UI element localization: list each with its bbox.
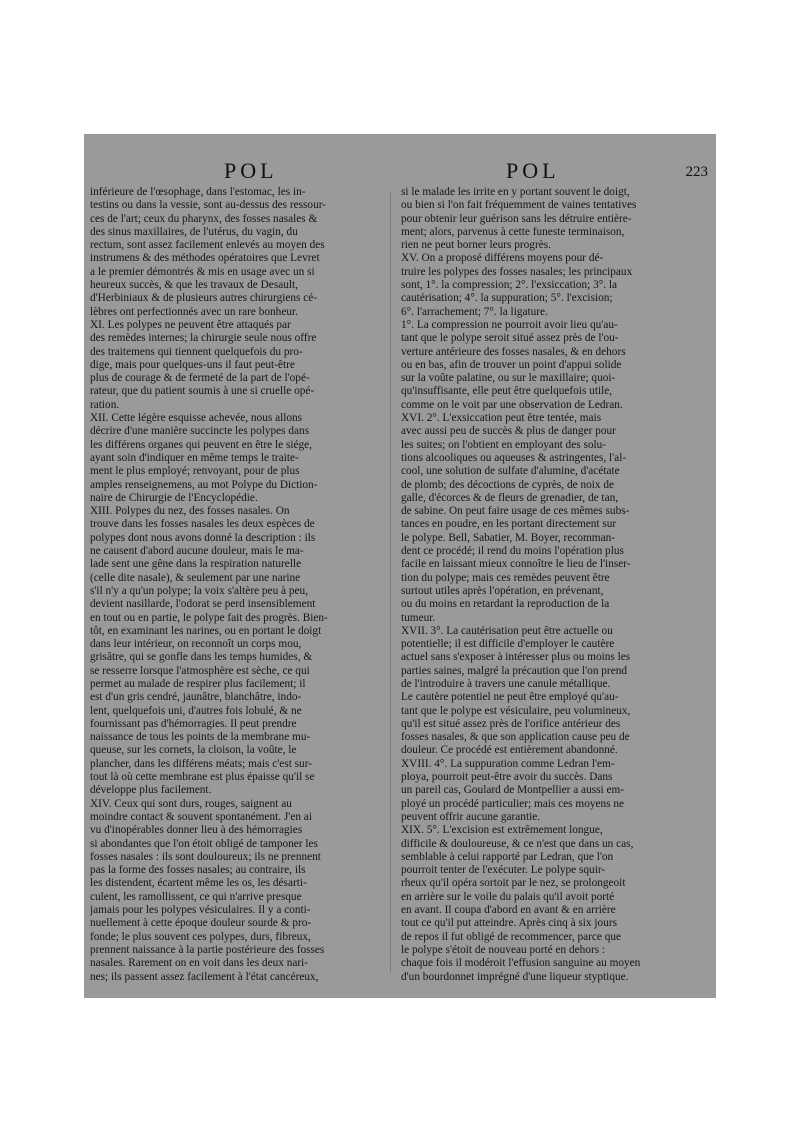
text-line: lade sent une gêne dans la respiration naturelle: [90, 558, 302, 571]
running-head-right: POL: [506, 158, 560, 183]
text-line: XVI. 2°. L'exsiccation peut être tentée, mais: [401, 412, 602, 425]
text-line: ayant soin d'indiquer en même temps le traite-: [90, 451, 299, 464]
text-line: se resserre lorsque l'atmosphère est sèche, ce qui: [90, 664, 310, 677]
text-line: polypes dont nous avons donné la description : ils: [90, 531, 316, 544]
text-line: culent, les ramollissent, ce qui n'arrive presque: [90, 890, 302, 903]
text-line: les différens organes qui peuvent en être le siége,: [90, 438, 312, 451]
text-line: permet au malade de respirer plus facilement; il: [90, 677, 306, 690]
text-line: douleur. Ce procédé est entièrement abandonné.: [401, 744, 618, 757]
text-line: tout ce qu'il put atteindre. Après cinq à six jours: [401, 917, 618, 930]
text-line: des sinus maxillaires, de l'utérus, du vagin, du: [90, 225, 298, 238]
text-line: lent, quelquefois uni, d'autres fois lobulé, & ne: [90, 704, 302, 717]
text-line: ment le plus employé; renvoyant, pour de plus: [90, 465, 300, 478]
text-line: 6°. l'arrachement; 7°. la ligature.: [401, 305, 548, 318]
text-line: surtout utiles après l'opération, en prévenant,: [401, 584, 604, 597]
text-line: sont, 1°. la compression; 2°. l'exsiccation; 3°. la: [401, 279, 618, 292]
text-line: tant que le polype seroit situé assez près de l'ou-: [401, 332, 619, 345]
text-line: le polype s'étoit de nouveau porté en dehors :: [401, 943, 606, 956]
running-header: [84, 158, 716, 188]
text-line: jamais pour les polypes vésiculaires. Il y a conti-: [90, 904, 311, 917]
text-line: qu'il est situé assez près de l'orifice antérieur des: [401, 717, 621, 730]
text-line: (celle dite nasale), & seulement par une narine: [90, 571, 301, 584]
text-line: inférieure de l'œsophage, dans l'estomac, les in-: [90, 186, 306, 198]
text-line: fosses nasales, & que son application cause peu de: [401, 731, 630, 744]
text-line: rheux qu'il opéra sortoit par le nez, se prolongeoit: [401, 877, 626, 890]
text-line: nasales. Rarement on en voit dans les deux nari-: [90, 957, 309, 970]
text-line: a le premier démontrés & mis en usage avec un si: [90, 265, 315, 278]
text-line: tion du polype; mais ces remèdes peuvent être: [401, 571, 610, 584]
text-line: XII. Cette légère esquisse achevée, nous allons: [90, 412, 303, 425]
text-line: de l'introduire à travers une canule métallique.: [401, 677, 611, 690]
text-line: XVIII. 4°. La suppuration comme Ledran l'em-: [401, 757, 615, 770]
text-line: vu d'inopérables donner lieu à des hémorragies: [90, 824, 303, 837]
text-line: décrire d'une manière succincte les polypes dans: [90, 425, 310, 438]
text-line: naissance de tous les points de la membrane mu-: [90, 731, 311, 744]
text-line: si abondantes que l'on étoit obligé de tamponer les: [90, 837, 318, 850]
text-column-left: [90, 186, 380, 984]
text-line: devient nasillarde, l'odorat se perd insensiblement: [90, 598, 316, 611]
text-line: Le cautère potentiel ne peut être employé qu'au-: [401, 691, 619, 704]
text-line: instrumens & des méthodes opératoires que Levret: [90, 252, 320, 265]
text-line: de sabine. On peut faire usage de ces mêmes subs-: [401, 505, 630, 518]
text-line: fournissant pas d'hémorragies. Il peut prendre: [90, 717, 297, 730]
text-line: grisâtre, qui se gonfle dans les temps humides, &: [90, 651, 313, 664]
text-line: queuse, sur les cornets, la cloison, la voûte, le: [90, 744, 297, 757]
text-line: en avant. Il coupa d'abord en avant & en arrière: [401, 904, 616, 917]
text-line: XI. Les polypes ne peuvent être attaqués par: [90, 318, 291, 331]
text-line: comme on le voit par une observation de Ledran.: [401, 398, 623, 411]
text-line: ment; alors, parvenus à cette funeste terminaison,: [401, 225, 625, 238]
text-line: dige, mais pour quelques-uns il faut peut-être: [90, 358, 295, 371]
text-line: rien ne peut borner leurs progrès.: [401, 239, 551, 252]
text-line: fonde; le plus souvent ces polypes, durs, fibreux,: [90, 930, 311, 943]
text-line: en tout ou en partie, le polype fait des progrès. Bien-: [90, 611, 328, 624]
text-line: tances en poudre, en les portant directement sur: [401, 518, 617, 531]
text-line: des traitemens qui tiennent quelquefois du pro-: [90, 345, 303, 358]
text-line: semblable à celui rapporté par Ledran, que l'on: [401, 850, 614, 863]
text-line: un pareil cas, Goulard de Montpellier a aussi em-: [401, 784, 625, 797]
text-line: qu'insuffisante, elle peut être quelquefois utile,: [401, 385, 613, 398]
text-line: dans leur intérieur, on reconnoît un corps mou,: [90, 638, 302, 651]
text-line: fosses nasales : ils sont douloureux; ils ne prennent: [90, 850, 321, 863]
text-line: prennent naissance à la partie postérieure des fosses: [90, 943, 325, 956]
text-line: verture antérieure des fosses nasales, & en dehors: [401, 345, 626, 358]
page-number: 223: [685, 164, 708, 180]
text-line: trouve dans les fosses nasales les deux espèces de: [90, 518, 315, 531]
text-line: cautérisation; 4°. la suppuration; 5°. l'excision;: [401, 292, 613, 305]
text-line: ces de l'art; ceux du pharynx, des fosses nasales &: [90, 212, 318, 225]
text-line: XIX. 5°. L'excision est extrêmement longue,: [401, 824, 603, 837]
text-line: rectum, sont assez facilement enlevés au moyen des: [90, 239, 325, 252]
text-line: rateur, que du patient soumis à une si cruelle opé-: [90, 385, 315, 398]
text-column-right: [401, 186, 691, 984]
text-line: tôt, en examinant les narines, ou en portant le doigt: [90, 624, 322, 637]
text-line: ou en bas, afin de trouver un point d'appui solide: [401, 358, 622, 371]
text-line: des remèdes internes; la chirurgie seule nous offre: [90, 332, 317, 345]
text-line: XV. On a proposé différens moyens pour dé-: [401, 252, 604, 265]
running-head-left: POL: [224, 158, 278, 183]
text-line: nes; ils passent assez facilement à l'état cancéreux,: [90, 970, 319, 983]
text-line: ploya, pourroit peut-être avoir du succès. Dans: [401, 771, 613, 784]
text-line: les distendent, écartent même les os, les désarti-: [90, 877, 307, 890]
text-line: les suites; on l'obtient en employant des solu-: [401, 438, 607, 451]
text-line: pour obtenir leur guérison sans les détruire entière-: [401, 212, 632, 225]
text-line: nuellement à cette époque douleur sourde & pro-: [90, 917, 312, 930]
text-line: si le malade les irrite en y portant souvent le doigt,: [401, 186, 630, 198]
text-line: XVII. 3°. La cautérisation peut être actuelle ou: [401, 624, 613, 637]
text-line: 1°. La compression ne pourroit avoir lieu qu'au-: [401, 318, 618, 331]
text-line: testins ou dans la vessie, sont au-dessus des ressour-: [90, 199, 327, 212]
text-line: d'un bourdonnet imprégné d'une liqueur styptique.: [401, 970, 629, 983]
text-line: s'il n'y a qu'un polype; la voix s'altère peu à peu,: [90, 584, 309, 597]
text-line: potentielle; il est difficile d'employer le cautère: [401, 638, 615, 651]
text-line: facile en laissant mieux connoître le lieu de l'inser-: [401, 558, 631, 571]
text-line: amples renseignemens, au mot Polype du Diction-: [90, 478, 318, 491]
text-line: ou bien si l'on fait fréquemment de vaines tentatives: [401, 199, 637, 212]
text-line: de repos il fut obligé de recommencer, parce que: [401, 930, 622, 943]
text-line: le polype. Bell, Sabatier, M. Boyer, recomman-: [401, 531, 615, 544]
text-line: avec aussi peu de succès & plus de danger pour: [401, 425, 616, 438]
text-line: peuvent offrir aucune garantie.: [401, 810, 541, 823]
text-line: heureux succès, & que les travaux de Desault,: [90, 279, 298, 292]
text-line: ployé un procédé particulier; mais ces moyens ne: [401, 797, 625, 810]
text-line: en arrière sur le voile du palais qu'il avoit porté: [401, 890, 615, 903]
text-line: tions alcooliques ou aqueuses & astringentes, l'al-: [401, 451, 627, 464]
text-line: tout là où cette membrane est plus épaisse qu'il se: [90, 771, 315, 784]
text-line: sur la voûte palatine, ou sur le maxillaire; quoi-: [401, 372, 616, 385]
text-line: XIV. Ceux qui sont durs, rouges, saignent au: [90, 797, 292, 810]
text-line: difficile & douloureuse, & ce n'est que dans un cas,: [401, 837, 634, 850]
text-line: cool, une solution de sulfate d'alumine, d'acétate: [401, 465, 620, 478]
text-line: galle, d'écorces & de fleurs de grenadier, de tan,: [401, 491, 619, 504]
text-line: plus de courage & de fermeté de la part de l'opé-: [90, 372, 310, 385]
text-line: chaque fois il modéroit l'effusion sanguine au moyen: [401, 957, 641, 970]
text-line: moindre contact & souvent spontanément. J'en ai: [90, 810, 312, 823]
text-line: pourroit tenter de l'exécuter. Le polype squir-: [401, 864, 606, 877]
text-line: d'Herbiniaux & de plusieurs autres chirurgiens cé-: [90, 292, 318, 305]
text-line: développe plus facilement.: [90, 784, 212, 797]
column-divider: [390, 192, 391, 972]
scanned-page: [84, 134, 716, 998]
text-line: pas la forme des fosses nasales; au contraire, ils: [90, 864, 306, 877]
text-line: truire les polypes des fosses nasales; les principaux: [401, 265, 633, 278]
text-line: XIII. Polypes du nez, des fosses nasales. On: [90, 505, 290, 518]
text-line: dent ce procédé; il rend du moins l'opération plus: [401, 545, 624, 558]
text-line: plancher, dans les différens méats; mais c'est sur-: [90, 757, 312, 770]
text-line: parties saines, malgré la précaution que l'on prend: [401, 664, 628, 677]
text-line: ou du moins en retardant la reproduction de la: [401, 598, 610, 611]
text-line: tumeur.: [401, 611, 436, 624]
text-line: tant que le polype est vésiculaire, peu volumineux,: [401, 704, 631, 717]
text-line: naire de Chirurgie de l'Encyclopédie.: [90, 491, 258, 504]
text-line: actuel sans s'exposer à intéresser plus ou moins les: [401, 651, 631, 664]
text-line: de plomb; des décoctions de cyprès, de noix de: [401, 478, 615, 491]
text-line: lèbres ont perfectionnés avec un rare bonheur.: [90, 305, 298, 318]
text-line: est d'un gris cendré, jaunâtre, blanchâtre, indo-: [90, 691, 302, 704]
text-line: ration.: [90, 398, 120, 411]
text-line: ne causent d'abord aucune douleur, mais le ma-: [90, 545, 304, 558]
